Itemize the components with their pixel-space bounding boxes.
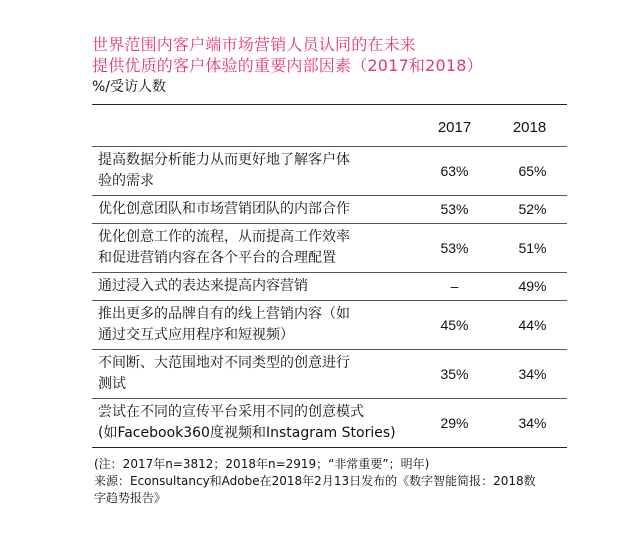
value-2017: 63% bbox=[417, 147, 492, 196]
table-body bbox=[92, 147, 567, 448]
row-label bbox=[92, 273, 417, 301]
row-label bbox=[92, 196, 417, 224]
row-label-line: 不间断、大范围地对不同类型的创意进行 bbox=[98, 355, 350, 371]
column-header-2018: 2018 bbox=[492, 105, 567, 147]
row-label bbox=[92, 301, 417, 350]
table-row bbox=[92, 147, 567, 196]
value-2018: 49% bbox=[492, 273, 567, 301]
footnotes bbox=[92, 456, 567, 507]
sample-note: (注：2017年n=3812；2018年n=2919；“非常重要”；明年) bbox=[94, 457, 430, 471]
row-label-line: 优化创意工作的流程，从而提高工作效率 bbox=[98, 229, 350, 245]
row-label-line: 推出更多的品牌自有的线上营销内容（如 bbox=[98, 306, 350, 322]
value-2018: 52% bbox=[492, 196, 567, 224]
value-2017: 29% bbox=[440, 414, 469, 431]
data-table-frame bbox=[92, 104, 567, 448]
table-row bbox=[92, 273, 567, 301]
row-label bbox=[92, 350, 417, 399]
figure bbox=[92, 34, 567, 507]
column-header-2017: 2017 bbox=[417, 105, 492, 147]
table-row bbox=[92, 350, 567, 399]
value-2018: 65% bbox=[492, 147, 567, 196]
row-label bbox=[92, 399, 417, 448]
row-label-line: 测试 bbox=[98, 376, 126, 392]
chart-title-line-1: 世界范围内客户端市场营销人员认同的在未来 bbox=[92, 35, 417, 54]
value-2017: 53% bbox=[417, 196, 492, 224]
header-label-cell bbox=[92, 105, 417, 147]
row-label-line: 优化创意团队和市场营销团队的内部合作 bbox=[98, 201, 350, 217]
row-label-line: 验的需求 bbox=[98, 173, 154, 189]
value-2018: 51% bbox=[492, 224, 567, 273]
value-2018: 34% bbox=[518, 414, 547, 431]
source-note-line-2: 字趋势报告》 bbox=[94, 491, 167, 505]
chart-subtitle: %/受访人数 bbox=[92, 79, 167, 95]
row-label-line: 和促进营销内容在各个平台的合理配置 bbox=[98, 250, 336, 266]
table-row bbox=[92, 224, 567, 273]
chart-title-line-2: 提供优质的客户体验的重要内部因素（2017和2018） bbox=[92, 56, 483, 75]
row-label-line: 提高数据分析能力从而更好地了解客户体 bbox=[98, 152, 350, 168]
row-label bbox=[92, 147, 417, 196]
row-label-line: 通过交互式应用程序和短视频） bbox=[98, 327, 294, 343]
value-2017: 35% bbox=[417, 350, 492, 399]
row-label-line: 通过浸入式的表达来提高内容营销 bbox=[98, 278, 308, 294]
value-2018: 44% bbox=[492, 301, 567, 350]
table-header-row bbox=[92, 105, 567, 147]
row-label-line: (如Facebook360度视频和Instagram Stories) bbox=[98, 425, 396, 441]
value-2017: – bbox=[417, 273, 492, 301]
data-table bbox=[92, 105, 567, 447]
table-row bbox=[92, 196, 567, 224]
value-2018: 34% bbox=[492, 350, 567, 399]
table-row bbox=[92, 399, 567, 448]
value-2017: 45% bbox=[417, 301, 492, 350]
row-label-line: 尝试在不同的宣传平台采用不同的创意模式 bbox=[98, 404, 364, 420]
value-2017: 53% bbox=[417, 224, 492, 273]
table-row bbox=[92, 301, 567, 350]
source-note-line-1: 来源：Econsultancy和Adobe在2018年2月13日发布的《数字智能简报：2018数 bbox=[94, 474, 536, 488]
chart-title bbox=[92, 34, 567, 76]
row-label bbox=[92, 224, 417, 273]
